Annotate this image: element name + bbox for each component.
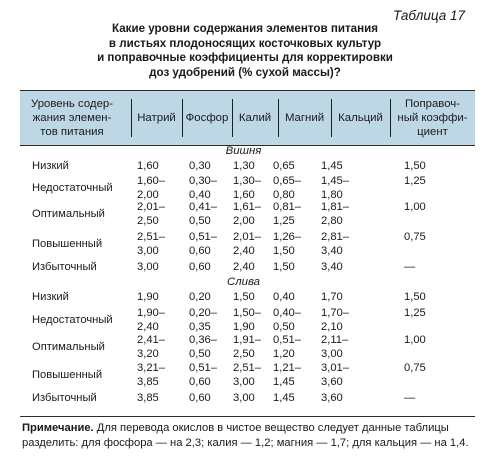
potassium-cell: 3,00 [233, 375, 255, 388]
magnesium-cell: 0,80 [273, 188, 295, 201]
phosphorus-cell: 0,30 [189, 160, 211, 172]
phosphorus-cell: 0,40 [189, 188, 211, 201]
magnesium-cell: 0,40 [273, 291, 295, 303]
row-label: Оптимальный [32, 207, 105, 220]
calcium-cell: 1,45– [321, 175, 349, 187]
caption-line: и поправочные коэффициенты для корректировки [97, 51, 393, 65]
sodium-cell: 2,01– [137, 201, 165, 213]
header-sodium: Натрий [137, 112, 176, 124]
calcium-cell: 3,40 [321, 261, 343, 273]
caption-line: Какие уровни содержания элементов питания [112, 22, 378, 35]
coefficient-cell: 1,50 [404, 160, 426, 172]
phosphorus-cell: 0,41– [189, 201, 217, 213]
row-label: Оптимальный [32, 340, 105, 353]
magnesium-cell: 1,45 [273, 392, 295, 404]
potassium-cell: 1,60 [233, 188, 255, 201]
coefficient-cell: 1,25 [404, 175, 426, 187]
sodium-cell: 2,41– [137, 334, 165, 346]
sodium-cell: 1,60 [137, 160, 159, 172]
coefficient-cell: 1,50 [404, 291, 426, 303]
calcium-cell: 2,81– [321, 231, 349, 243]
coefficient-cell: 1,25 [404, 307, 426, 319]
coefficient-cell: — [404, 261, 416, 273]
magnesium-cell: 0,40– [273, 307, 301, 319]
phosphorus-cell: 0,60 [189, 261, 211, 273]
caption-line: в листьях плодоносящих косточковых культур [108, 36, 382, 50]
phosphorus-cell: 0,51– [189, 362, 217, 374]
potassium-cell: 3,00 [233, 392, 255, 404]
phosphorus-cell: 0,35 [189, 320, 211, 333]
row-label: Повышенный [32, 237, 103, 250]
calcium-cell: 1,70– [321, 307, 349, 319]
row-label: Низкий [32, 160, 69, 172]
header-level-line: тов питания [40, 126, 104, 138]
calcium-cell: 2,80 [321, 214, 343, 227]
magnesium-cell: 1,45 [273, 375, 295, 388]
potassium-cell: 2,01– [233, 231, 261, 243]
phosphorus-cell: 0,20– [189, 307, 217, 319]
sodium-cell: 3,00 [137, 261, 159, 273]
calcium-cell: 3,60 [321, 375, 343, 388]
coefficient-cell: 1,00 [404, 201, 426, 213]
phosphorus-cell: 0,20 [189, 291, 211, 303]
potassium-cell: 2,50 [233, 347, 255, 360]
header-phosphorus: Фосфор [185, 112, 229, 124]
header-coefficient [390, 91, 475, 145]
sodium-cell: 2,50 [137, 214, 159, 227]
potassium-cell: 2,00 [233, 214, 255, 227]
magnesium-cell: 1,25 [273, 214, 295, 227]
magnesium-cell: 1,20 [273, 347, 295, 360]
sodium-cell: 2,40 [137, 320, 159, 333]
magnesium-cell: 0,65– [273, 175, 301, 187]
phosphorus-cell: 0,50 [189, 347, 211, 360]
potassium-cell: 1,30– [233, 175, 261, 187]
calcium-cell: 2,10 [321, 320, 343, 333]
sodium-cell: 3,21– [137, 362, 165, 374]
header-coefficient-line: циент [417, 126, 448, 138]
calcium-cell: 1,70 [321, 291, 343, 303]
row-label: Избыточный [32, 392, 97, 404]
magnesium-cell: 1,50 [273, 261, 295, 273]
sodium-cell: 1,60– [137, 175, 165, 187]
magnesium-cell: 1,26– [273, 231, 301, 243]
calcium-cell: 2,11– [321, 334, 349, 346]
header-level [20, 91, 124, 145]
row-label: Повышенный [32, 368, 103, 381]
potassium-cell: 1,91– [233, 334, 261, 346]
header-level-line: Уровень содер- [30, 98, 114, 110]
note-label: Примечание. [22, 422, 94, 434]
row-label: Низкий [32, 291, 69, 303]
header-magnesium: Магний [284, 112, 325, 124]
header-coefficient-line: ный коэффи- [397, 112, 468, 124]
sodium-cell: 1,90– [137, 307, 165, 319]
table-number: Таблица 17 [392, 8, 465, 23]
calcium-cell: 1,45 [321, 160, 343, 172]
section-title: Слива [226, 276, 260, 288]
phosphorus-cell: 0,50 [189, 214, 211, 227]
calcium-cell: 3,60 [321, 392, 343, 404]
calcium-cell: 1,81– [321, 201, 349, 213]
caption-line: доз удобрений (% сухой массы)? [149, 65, 341, 79]
sodium-cell: 2,00 [137, 188, 159, 201]
coefficient-cell: 0,75 [404, 362, 426, 374]
magnesium-cell: 0,65 [273, 160, 295, 172]
potassium-cell: 2,40 [233, 244, 255, 257]
calcium-cell: 1,80 [321, 188, 343, 201]
header-potassium: Калий [238, 112, 272, 124]
table-bottom-rule [20, 416, 475, 417]
coefficient-cell: — [404, 392, 416, 404]
magnesium-cell: 0,81– [273, 201, 301, 213]
sodium-cell: 2,51– [137, 231, 165, 243]
calcium-cell: 3,40 [321, 244, 343, 257]
row-label: Недостаточный [32, 313, 113, 326]
row-label: Избыточный [32, 261, 97, 273]
potassium-cell: 1,50– [233, 307, 261, 319]
phosphorus-cell: 0,60 [189, 392, 211, 404]
table-note [22, 421, 478, 450]
sodium-cell: 3,85 [137, 392, 159, 404]
row-label: Недостаточный [32, 181, 113, 194]
sodium-cell: 3,20 [137, 347, 159, 360]
magnesium-cell: 1,21– [273, 362, 301, 374]
phosphorus-cell: 0,60 [189, 375, 211, 388]
note-text: Для перевода окислов в чистое вещество следует данные таблицы разделить: для фосфора — на 2,3; калия — 1,2; магния — 1,7; для кальция — на 1,4. [22, 422, 469, 449]
section-title: Вишня [225, 145, 262, 157]
coefficient-cell: 0,75 [404, 231, 426, 243]
magnesium-cell: 1,50 [273, 244, 295, 257]
sodium-cell: 3,85 [137, 375, 159, 388]
header-calcium: Кальций [338, 112, 383, 124]
calcium-cell: 3,01– [321, 362, 349, 374]
coefficient-cell: 1,00 [404, 334, 426, 346]
potassium-cell: 1,50 [233, 291, 255, 303]
header-coefficient-line: Поправоч- [404, 98, 461, 110]
potassium-cell: 2,51– [233, 362, 261, 374]
potassium-cell: 2,40 [233, 261, 255, 273]
sodium-cell: 1,90 [137, 291, 159, 303]
magnesium-cell: 0,51– [273, 334, 301, 346]
calcium-cell: 3,00 [321, 347, 343, 360]
sodium-cell: 3,00 [137, 244, 159, 257]
phosphorus-cell: 0,60 [189, 244, 211, 257]
phosphorus-cell: 0,30– [189, 175, 217, 187]
magnesium-cell: 0,50 [273, 320, 295, 333]
phosphorus-cell: 0,51– [189, 231, 217, 243]
potassium-cell: 1,90 [233, 320, 255, 333]
table-header [20, 90, 475, 146]
table-caption [60, 22, 430, 80]
potassium-cell: 1,61– [233, 201, 261, 213]
phosphorus-cell: 0,36– [189, 334, 217, 346]
header-level-line: жания элемен- [32, 112, 112, 124]
potassium-cell: 1,30 [233, 160, 255, 172]
